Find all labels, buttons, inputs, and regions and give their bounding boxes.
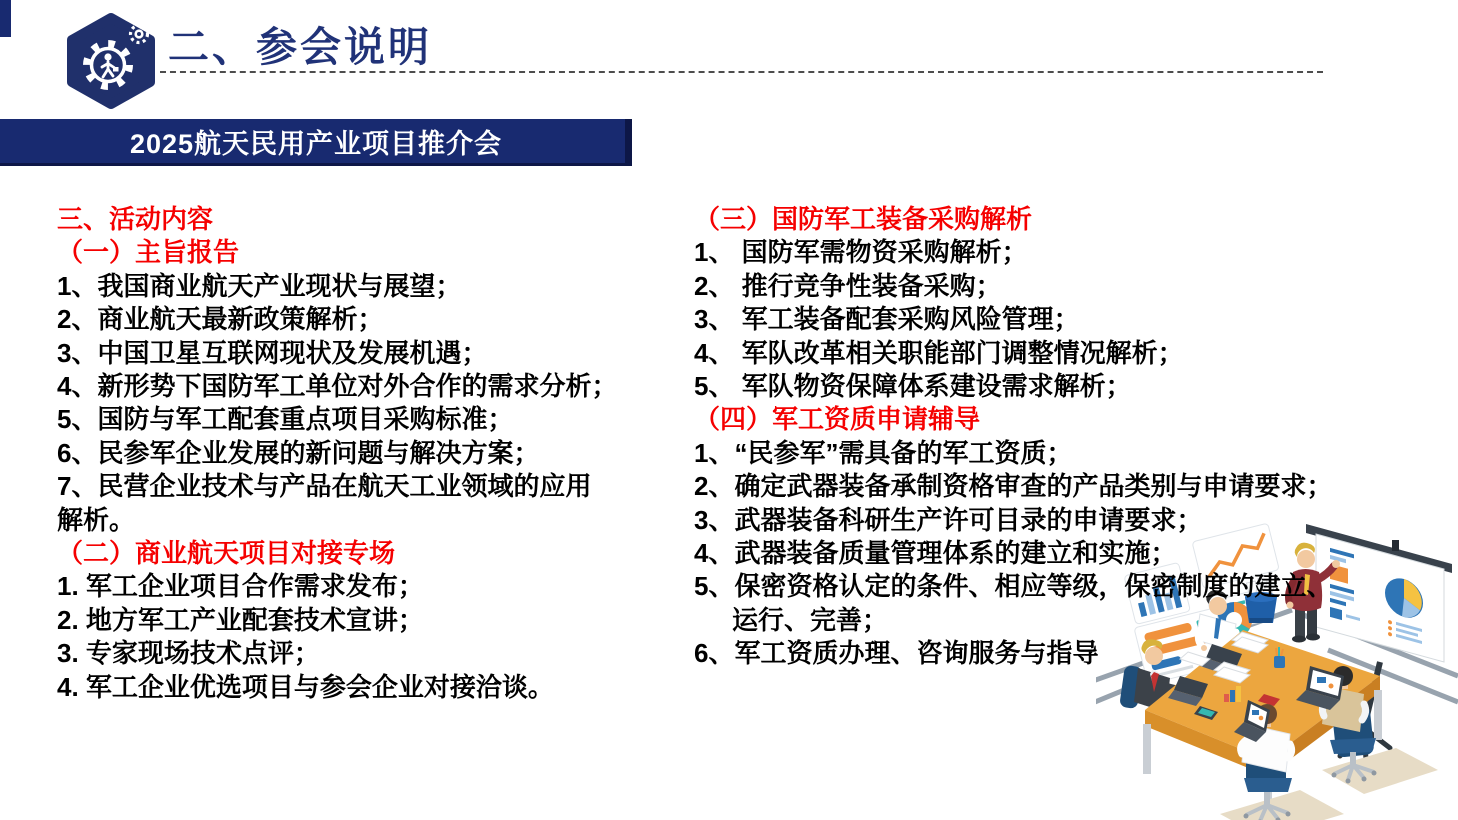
content-line: 4、武器装备质量管理体系的建立和实施；: [694, 538, 1177, 569]
activity-content-column-right: [694, 203, 1458, 671]
content-line: 4、新形势下国防军工单位对外合作的需求分析；: [57, 371, 618, 402]
content-line: 3、 军工装备配套采购风险管理；: [694, 304, 1080, 335]
content-line: 1、“民参军”需具备的军工资质；: [694, 437, 1073, 468]
activity-content-column-left: [57, 203, 702, 704]
content-line: （三）国防军工装备采购解析: [694, 204, 1033, 234]
content-line: （一）主旨报告: [57, 237, 240, 268]
content-line: 3. 专家现场技术点评；: [57, 638, 320, 669]
content-line: 1、 国防军需物资采购解析；: [694, 237, 1028, 268]
gear-person-icon: [64, 12, 158, 110]
content-line: 5、国防与军工配套重点项目采购标准；: [57, 404, 514, 435]
content-line: 5、保密资格认定的条件、相应等级，保密制度的建立、: [694, 571, 1333, 602]
content-line: 三、活动内容: [57, 204, 214, 234]
content-line: 4. 军工企业优选项目与参会企业对接洽谈。: [57, 671, 554, 702]
content-line: 2、确定武器装备承制资格审查的产品类别与申请要求；: [694, 471, 1333, 502]
floor-mat-front: [1220, 790, 1344, 820]
content-line: 2. 地方军工产业配套技术宣讲；: [57, 604, 424, 635]
content-line: 6、军工资质办理、咨询服务与指导: [694, 638, 1099, 669]
content-line: （四）军工资质申请辅导: [694, 404, 981, 435]
corner-accent-bar: [0, 0, 11, 37]
event-banner-title: 2025航天民用产业项目推介会: [129, 129, 503, 159]
content-line: 1、我国商业航天产业现状与展望；: [57, 270, 462, 301]
content-line: 3、中国卫星互联网现状及发展机遇；: [57, 337, 488, 368]
content-line: 2、 推行竞争性装备采购；: [694, 270, 1002, 301]
dashed-divider: [160, 71, 1323, 73]
content-line: 5、 军队物资保障体系建设需求解析；: [694, 371, 1132, 402]
event-banner: [0, 119, 632, 166]
content-line: 7、民营企业技术与产品在航天工业领域的应用: [57, 471, 592, 502]
content-line: 3、武器装备科研生产许可目录的申请要求；: [694, 504, 1203, 535]
page-title: 二、参会说明: [168, 24, 432, 70]
content-line: 解析。: [57, 504, 136, 535]
content-line: 1. 军工企业项目合作需求发布；: [57, 571, 424, 602]
content-line: （二）商业航天项目对接专场: [57, 538, 396, 569]
content-line: 2、商业航天最新政策解析；: [57, 304, 384, 335]
content-line: 运行、完善；: [732, 604, 889, 635]
content-line: 6、民参军企业发展的新问题与解决方案；: [57, 437, 540, 468]
content-line: 4、 军队改革相关职能部门调整情况解析；: [694, 337, 1184, 368]
